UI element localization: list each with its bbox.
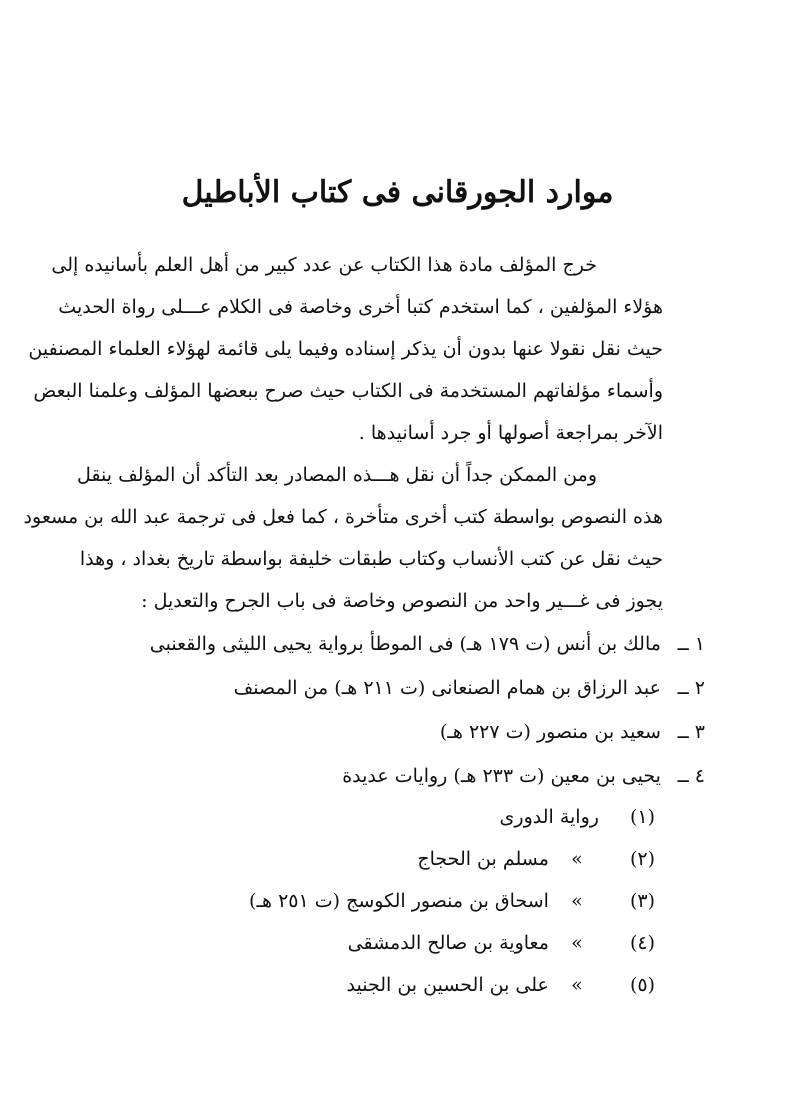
ditto-mark: » [571,932,583,954]
list-item [125,754,705,798]
item-number: (١) [629,806,655,828]
paragraph-line: حيث نقل عن كتب الأنساب وكتاب طبقات خليفة بواسطة تاريخ بغداد ، وهذا [79,548,663,570]
paragraph-line: خرج المؤلف مادة هذا الكتاب عن عدد كبير من أهل العلم بأسانيده إلى [51,254,597,276]
sources-list [125,622,705,798]
list-item [125,666,705,710]
item-text: عبد الرزاق بن همام الصنعانى (ت ٢١١ هـ) من المصنف [233,677,661,699]
ditto-mark: » [571,974,583,996]
paragraph-line: وأسماء مؤلفاتهم المستخدمة فى الكتاب حيث صرح ببعضها المؤلف وعلمنا البعض [33,380,663,402]
item-number: (٣) [629,890,655,912]
item-number: ٣ ــ [677,721,705,743]
paragraph-line: حيث نقل نقولا عنها بدون أن يذكر إسناده وفيما يلى قائمة لهؤلاء العلماء المصنفين [28,338,663,360]
item-text: مالك بن أنس (ت ١٧٩ هـ) فى الموطأ برواية يحيى الليثى والقعنبى [149,633,661,655]
item-number: ٤ ــ [677,765,705,787]
paragraph-line: الآخر بمراجعة أصولها أو جرد أسانيدها . [358,422,663,444]
item-number: (٢) [629,848,655,870]
item-text: مسلم بن الحجاج [417,848,549,870]
list-item [95,922,655,964]
paragraph-line: هؤلاء المؤلفين ، كما استخدم كتبا أخرى وخاصة فى الكلام عـــلى رواة الحديث [58,296,663,318]
list-item [95,796,655,838]
paragraph-line: هذه النصوص بواسطة كتب أخرى متأخرة ، كما فعل فى ترجمة عبد الله بن مسعود [23,506,663,528]
second-paragraph [23,454,663,622]
paragraph-line: ومن الممكن جداً أن نقل هـــذه المصادر بعد التأكد أن المؤلف ينقل [77,464,597,486]
item-number: (٥) [629,974,655,996]
item-text: على بن الحسين بن الجنيد [346,974,549,996]
item-text: معاوية بن صالح الدمشقى [347,932,549,954]
item-text: رواية الدورى [499,806,599,828]
page-title: موارد الجورقانى فى كتاب الأباطيل [181,175,614,211]
ditto-mark: » [571,848,583,870]
narrations-list [95,796,655,1006]
item-text: اسحاق بن منصور الكوسج (ت ٢٥١ هـ) [249,890,549,912]
intro-paragraph [28,244,663,454]
list-item [95,964,655,1006]
paragraph-line: يجوز فى غـــير واحد من النصوص وخاصة فى باب الجرح والتعديل : [141,590,663,612]
item-text: سعيد بن منصور (ت ٢٢٧ هـ) [439,721,661,743]
item-number: ٢ ــ [677,677,705,699]
item-text: يحيى بن معين (ت ٢٣٣ هـ) روايات عديدة [342,765,661,787]
item-number: (٤) [629,932,655,954]
item-number: ١ ــ [677,633,705,655]
list-item [125,622,705,666]
ditto-mark: » [571,890,583,912]
list-item [95,838,655,880]
list-item [95,880,655,922]
list-item [125,710,705,754]
